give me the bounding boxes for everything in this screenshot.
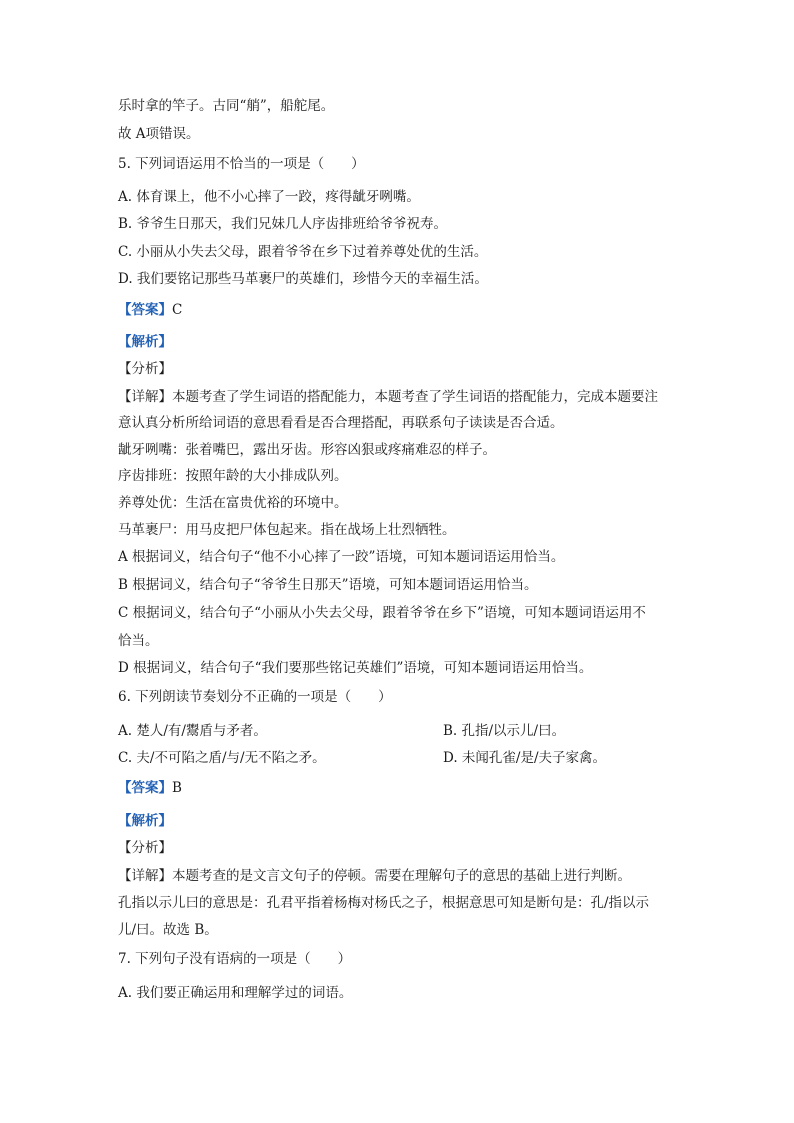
question-7: 7. 下列句子没有语病的一项是（ ） [118,951,352,967]
definition: 马革裹尸：用马皮把尸体包起来。指在战场上壮烈牺牲。 [118,522,456,538]
q5-option-c: C. 小丽从小失去父母，跟着爷爷在乡下过着养尊处优的生活。 [118,244,488,260]
q6-option-b: B. 孔指/以示儿/曰。 [443,723,566,739]
analysis-line: A 根据词义，结合句子“他不小心摔了一跤”语境，可知本题词语运用恰当。 [118,549,565,565]
q5-option-a: A. 体育课上，他不小心摔了一跤，疼得龇牙咧嘴。 [118,189,420,205]
detail-tag: 【详解】 [118,389,172,405]
q5-option-b: B. 爷爷生日那天，我们兄妹几人序齿排班给爷爷祝寿。 [118,216,448,232]
definition: 龇牙咧嘴：张着嘴巴，露出牙齿。形容凶狠或疼痛难忍的样子。 [118,442,496,458]
answer-tag: 【答案】 [118,302,172,318]
text-line: 儿/曰。故选 B。 [118,922,218,938]
q6-fenxi-tag: 【分析】 [118,840,172,856]
q5-answer [118,301,182,319]
text-line: 乐时拿的竿子。古同“艄”，船舵尾。 [118,98,335,114]
answer-value: B [172,780,182,796]
text-line: 孔指以示儿曰的意思是：孔君平指着杨梅对杨氏之子，根据意思可知是断句是：孔/指以示 [118,895,650,911]
q5-jiexi-tag: 【解析】 [118,334,172,350]
definition: 序齿排班：按照年龄的大小排成队列。 [118,468,348,484]
text-line: 意认真分析所给词语的意思看看是否合理搭配，再联系句子读读是否合适。 [118,415,564,431]
answer-value: C [172,302,183,318]
question-5: 5. 下列词语运用不恰当的一项是（ ） [118,156,365,172]
q6-option-a: A. 楚人/有/鬻盾与矛者。 [118,723,267,739]
q5-fenxi-tag: 【分析】 [118,361,172,377]
analysis-line: B 根据词义，结合句子“爷爷生日那天”语境，可知本题词语运用恰当。 [118,577,538,593]
q6-jiexi-tag: 【解析】 [118,813,172,829]
q6-detail [118,867,631,885]
question-6: 6. 下列朗读节奏划分不正确的一项是（ ） [118,689,392,705]
q5-option-d: D. 我们要铭记那些马革裹尸的英雄们，珍惜今天的幸福生活。 [118,271,488,287]
q7-option-a: A. 我们要正确运用和理解学过的词语。 [118,985,353,1001]
text-line: 故 A项错误。 [118,126,200,142]
analysis-line: C 根据词义，结合句子“小丽从小失去父母，跟着爷爷在乡下”语境，可知本题词语运用不 [118,605,646,621]
q6-answer [118,779,182,797]
q5-detail [118,388,658,406]
q6-option-c: C. 夫/不可陷之盾/与/无不陷之矛。 [118,750,326,766]
detail-text: 本题考查了学生词语的搭配能力，本题考查了学生词语的搭配能力，完成本题要注 [172,389,658,405]
analysis-line: 恰当。 [118,633,159,649]
answer-tag: 【答案】 [118,780,172,796]
definition: 养尊处优：生活在富贵优裕的环境中。 [118,495,348,511]
detail-tag: 【详解】 [118,868,172,884]
q6-option-d: D. 未闻孔雀/是/夫子家禽。 [443,750,607,766]
detail-text: 本题考查的是文言文句子的停顿。需要在理解句子的意思的基础上进行判断。 [172,868,631,884]
analysis-line: D 根据词义，结合句子“我们要那些铭记英雄们”语境，可知本题词语运用恰当。 [118,660,593,676]
